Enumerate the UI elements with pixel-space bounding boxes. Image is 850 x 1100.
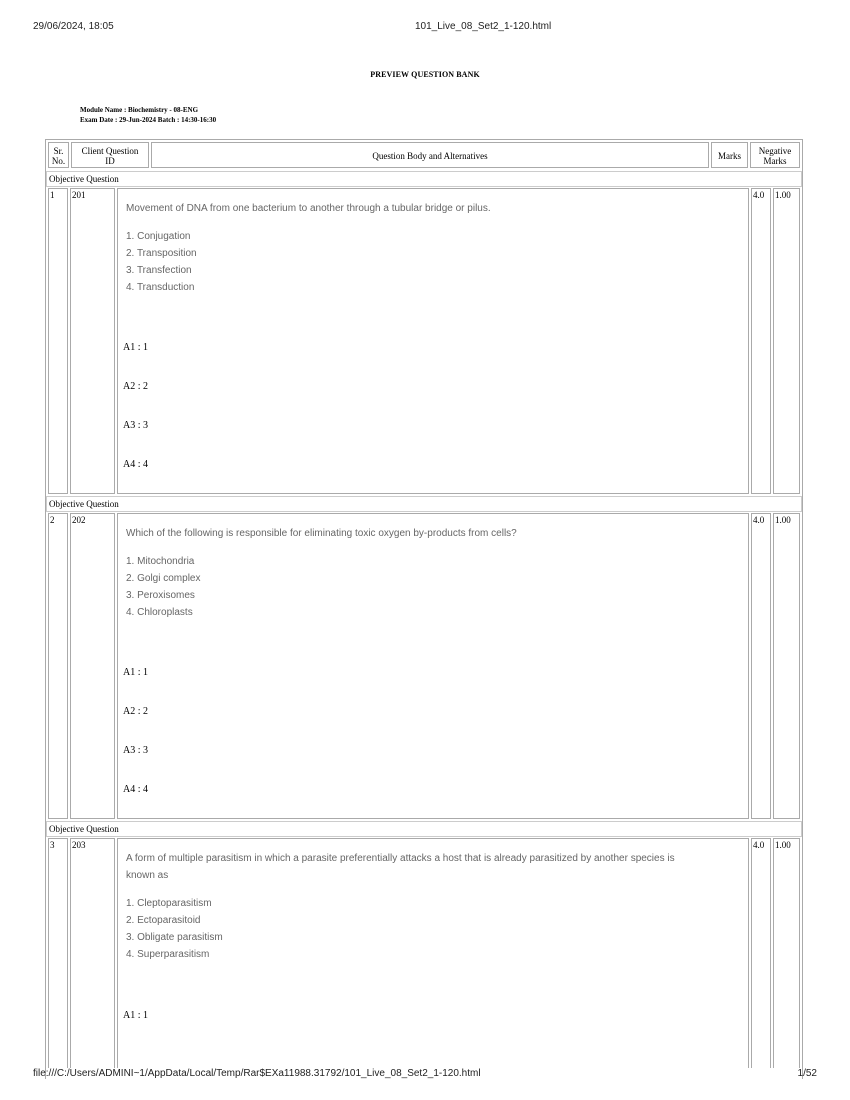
answer-line: A1 : 1: [123, 667, 148, 678]
header-client-line1: Client Question: [81, 146, 139, 156]
module-name: Module Name : Biochemistry - 08-ENG: [80, 106, 199, 114]
header-sr: [48, 146, 69, 166]
question-marks: 4.0: [753, 840, 765, 850]
option: 2. Golgi complex: [126, 573, 201, 584]
question-text-continued: known as: [126, 870, 169, 881]
question-text: Which of the following is responsible for eliminating toxic oxygen by-products from cells?: [126, 528, 517, 539]
header-neg-line2: Marks: [763, 156, 787, 166]
answer-line: A1 : 1: [123, 342, 148, 353]
answer-line: A2 : 2: [123, 706, 148, 717]
cell-body: [117, 188, 749, 494]
cell-client-id: [70, 188, 115, 494]
question-text: A form of multiple parasitism in which a parasite preferentially attacks a host that is already parasitized by another species is: [126, 853, 675, 864]
cell-marks: [751, 513, 771, 819]
options-list: [126, 553, 200, 621]
option: 3. Obligate parasitism: [126, 932, 223, 943]
question-negative: 1.00: [775, 190, 791, 200]
print-datetime: 29/06/2024, 18:05: [33, 21, 114, 32]
option: 1. Cleptoparasitism: [126, 898, 212, 909]
print-page-number: 1/52: [797, 1068, 817, 1079]
option: 4. Superparasitism: [126, 949, 210, 960]
cell-marks: [751, 188, 771, 494]
question-body: [126, 200, 746, 217]
cell-sr: [48, 513, 68, 819]
option: 1. Conjugation: [126, 231, 191, 242]
question-sr: 1: [50, 190, 55, 200]
page-title: PREVIEW QUESTION BANK: [370, 70, 480, 79]
question-id: 202: [72, 515, 86, 525]
question-sr: 2: [50, 515, 55, 525]
cell-sr: [48, 188, 68, 494]
print-file-path: file:///C:/Users/ADMINI~1/AppData/Local/Temp/Rar$EXa11988.31792/101_Live_08_Set2_1-120.html: [33, 1068, 481, 1079]
question-id: 201: [72, 190, 86, 200]
section-label: Objective Question: [49, 499, 119, 509]
section-row: [46, 821, 802, 837]
section-label: Objective Question: [49, 824, 119, 834]
question-text: Movement of DNA from one bacterium to another through a tubular bridge or pilus.: [126, 203, 491, 214]
option: 4. Chloroplasts: [126, 607, 193, 618]
header-neg-line1: Negative: [758, 146, 792, 156]
exam-date-batch: Exam Date : 29-Jun-2024 Batch : 14:30-16:30: [80, 116, 217, 124]
option: 2. Transposition: [126, 248, 197, 259]
answer-line: A3 : 3: [123, 420, 148, 431]
question-negative: 1.00: [775, 515, 791, 525]
section-label: Objective Question: [49, 174, 119, 184]
answer-line: A4 : 4: [123, 459, 148, 470]
answer-line: A1 : 1: [123, 1010, 148, 1021]
option: 4. Transduction: [126, 282, 195, 293]
header-negative: [750, 146, 800, 166]
header-marks: Marks: [718, 151, 741, 161]
answer-line: A2 : 2: [123, 381, 148, 392]
cell-client-id: [70, 513, 115, 819]
option: 1. Mitochondria: [126, 556, 195, 567]
header-sr-line1: Sr.: [53, 146, 64, 156]
cell-client-id: [70, 838, 115, 1068]
options-list: [126, 895, 223, 963]
answer-line: A3 : 3: [123, 745, 148, 756]
header-sr-line2: No.: [51, 156, 66, 166]
question-marks: 4.0: [753, 190, 765, 200]
option: 3. Peroxisomes: [126, 590, 195, 601]
header-client-id: [71, 146, 149, 166]
options-list: [126, 228, 197, 296]
question-marks: 4.0: [753, 515, 765, 525]
option: 2. Ectoparasitoid: [126, 915, 201, 926]
section-row: [46, 496, 802, 512]
header-body: Question Body and Alternatives: [372, 151, 488, 161]
question-sr: 3: [50, 840, 55, 850]
question-body: [126, 850, 746, 884]
question-body: [126, 525, 746, 542]
question-negative: 1.00: [775, 840, 791, 850]
print-filename: 101_Live_08_Set2_1-120.html: [415, 21, 552, 32]
question-id: 203: [72, 840, 86, 850]
cell-negative: [773, 188, 800, 494]
answer-line: A4 : 4: [123, 784, 148, 795]
section-row: [46, 171, 802, 187]
cell-negative: [773, 513, 800, 819]
cell-negative: [773, 838, 800, 1068]
cell-marks: [751, 838, 771, 1068]
header-client-line2: ID: [105, 156, 115, 166]
option: 3. Transfection: [126, 265, 192, 276]
cell-sr: [48, 838, 68, 1068]
cell-body: [117, 513, 749, 819]
